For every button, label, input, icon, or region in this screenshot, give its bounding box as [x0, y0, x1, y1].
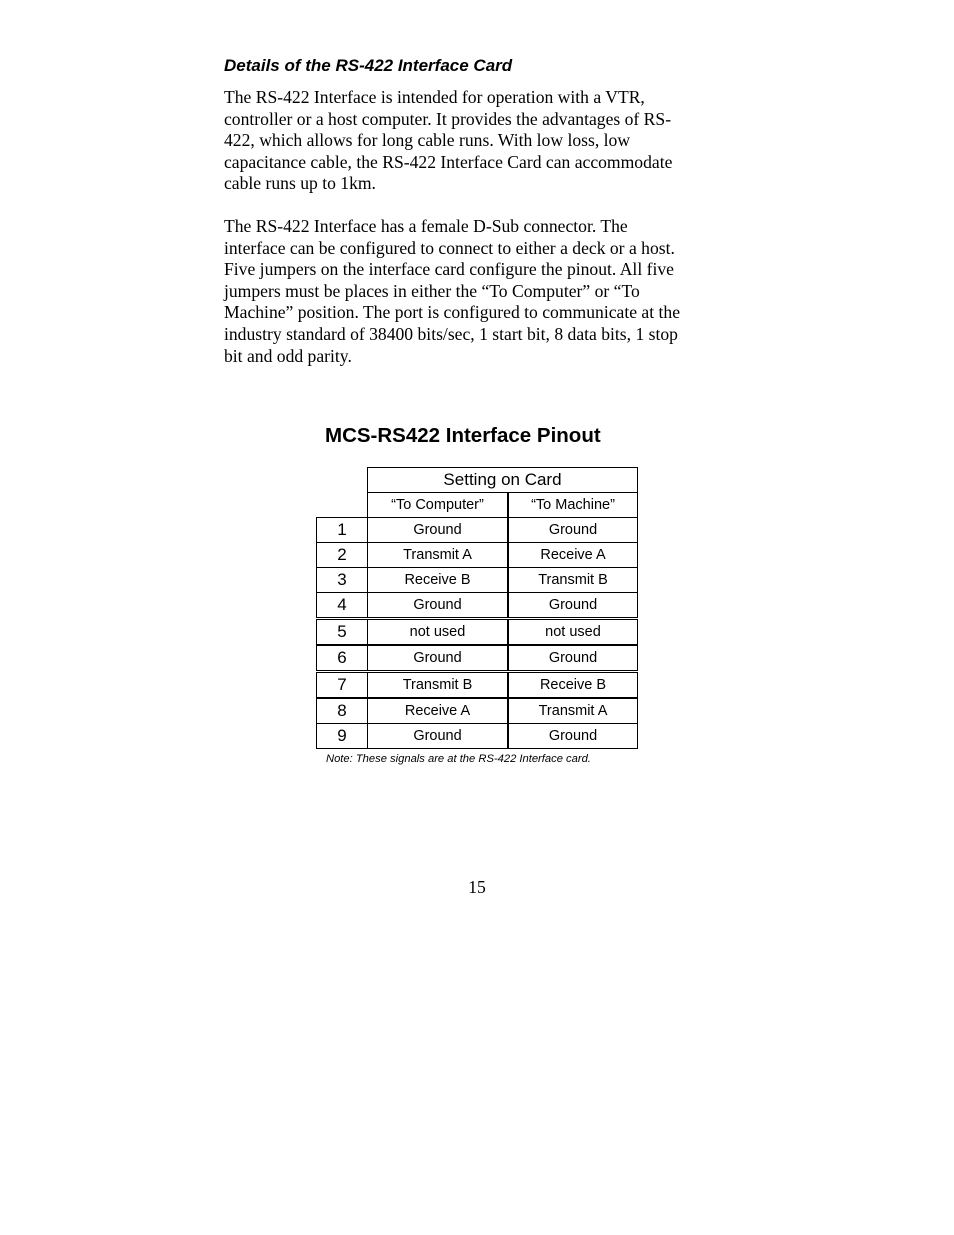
column-header-to-machine: “To Machine”: [508, 492, 638, 518]
text-line: Five jumpers on the interface card configure the pinout. All five: [224, 259, 674, 280]
pin-number-cell: 1: [316, 517, 368, 543]
section-heading: Details of the RS-422 Interface Card: [224, 56, 513, 75]
to-machine-cell: Transmit A: [508, 698, 638, 724]
pin-number-cell: 2: [316, 542, 368, 568]
to-computer-cell: Transmit B: [367, 672, 508, 698]
pinout-title: MCS-RS422 Interface Pinout: [325, 424, 601, 447]
paragraph-intro: [224, 87, 724, 195]
text-line: bit and odd parity.: [224, 345, 352, 366]
text-line: controller or a host computer. It provides the advantages of RS-: [224, 108, 672, 129]
to-computer-cell: Ground: [367, 723, 508, 749]
to-machine-cell: Transmit B: [508, 567, 638, 593]
pin-number-cell: 3: [316, 567, 368, 593]
pin-number-cell: 9: [316, 723, 368, 749]
to-computer-cell: Ground: [367, 592, 508, 618]
setting-group-header: Setting on Card: [367, 467, 638, 493]
pinout-note: Note: These signals are at the RS-422 Interface card.: [326, 753, 591, 765]
pin-number-cell: 6: [316, 645, 368, 671]
text-line: 422, which allows for long cable runs. With low loss, low: [224, 130, 631, 151]
to-computer-cell: Receive B: [367, 567, 508, 593]
text-line: capacitance cable, the RS-422 Interface Card can accommodate: [224, 151, 673, 172]
pin-number-cell: 7: [316, 672, 368, 698]
pin-number-cell: 8: [316, 698, 368, 724]
pin-number-cell: 4: [316, 592, 368, 618]
paragraph-configuration: [224, 216, 724, 367]
column-header-to-computer: “To Computer”: [367, 492, 508, 518]
to-machine-cell: Ground: [508, 645, 638, 671]
text-line: The RS-422 Interface is intended for operation with a VTR,: [224, 87, 645, 107]
to-machine-cell: not used: [508, 619, 638, 645]
text-line: jumpers must be places in either the “To Computer” or “To: [224, 280, 640, 301]
to-machine-cell: Receive A: [508, 542, 638, 568]
text-line: interface can be configured to connect to either a deck or a host.: [224, 237, 675, 258]
text-line: Machine” position. The port is configured to communicate at the: [224, 302, 681, 323]
text-line: industry standard of 38400 bits/sec, 1 start bit, 8 data bits, 1 stop: [224, 323, 678, 344]
text-line: The RS-422 Interface has a female D-Sub connector. The: [224, 216, 628, 236]
to-machine-cell: Receive B: [508, 672, 638, 698]
to-computer-cell: Receive A: [367, 698, 508, 724]
to-computer-cell: Ground: [367, 645, 508, 671]
to-computer-cell: Ground: [367, 517, 508, 543]
to-computer-cell: Transmit A: [367, 542, 508, 568]
pin-number-cell: 5: [316, 619, 368, 645]
to-machine-cell: Ground: [508, 592, 638, 618]
to-computer-cell: not used: [367, 619, 508, 645]
page-number: 15: [468, 877, 486, 897]
to-machine-cell: Ground: [508, 723, 638, 749]
text-line: cable runs up to 1km.: [224, 173, 376, 194]
to-machine-cell: Ground: [508, 517, 638, 543]
